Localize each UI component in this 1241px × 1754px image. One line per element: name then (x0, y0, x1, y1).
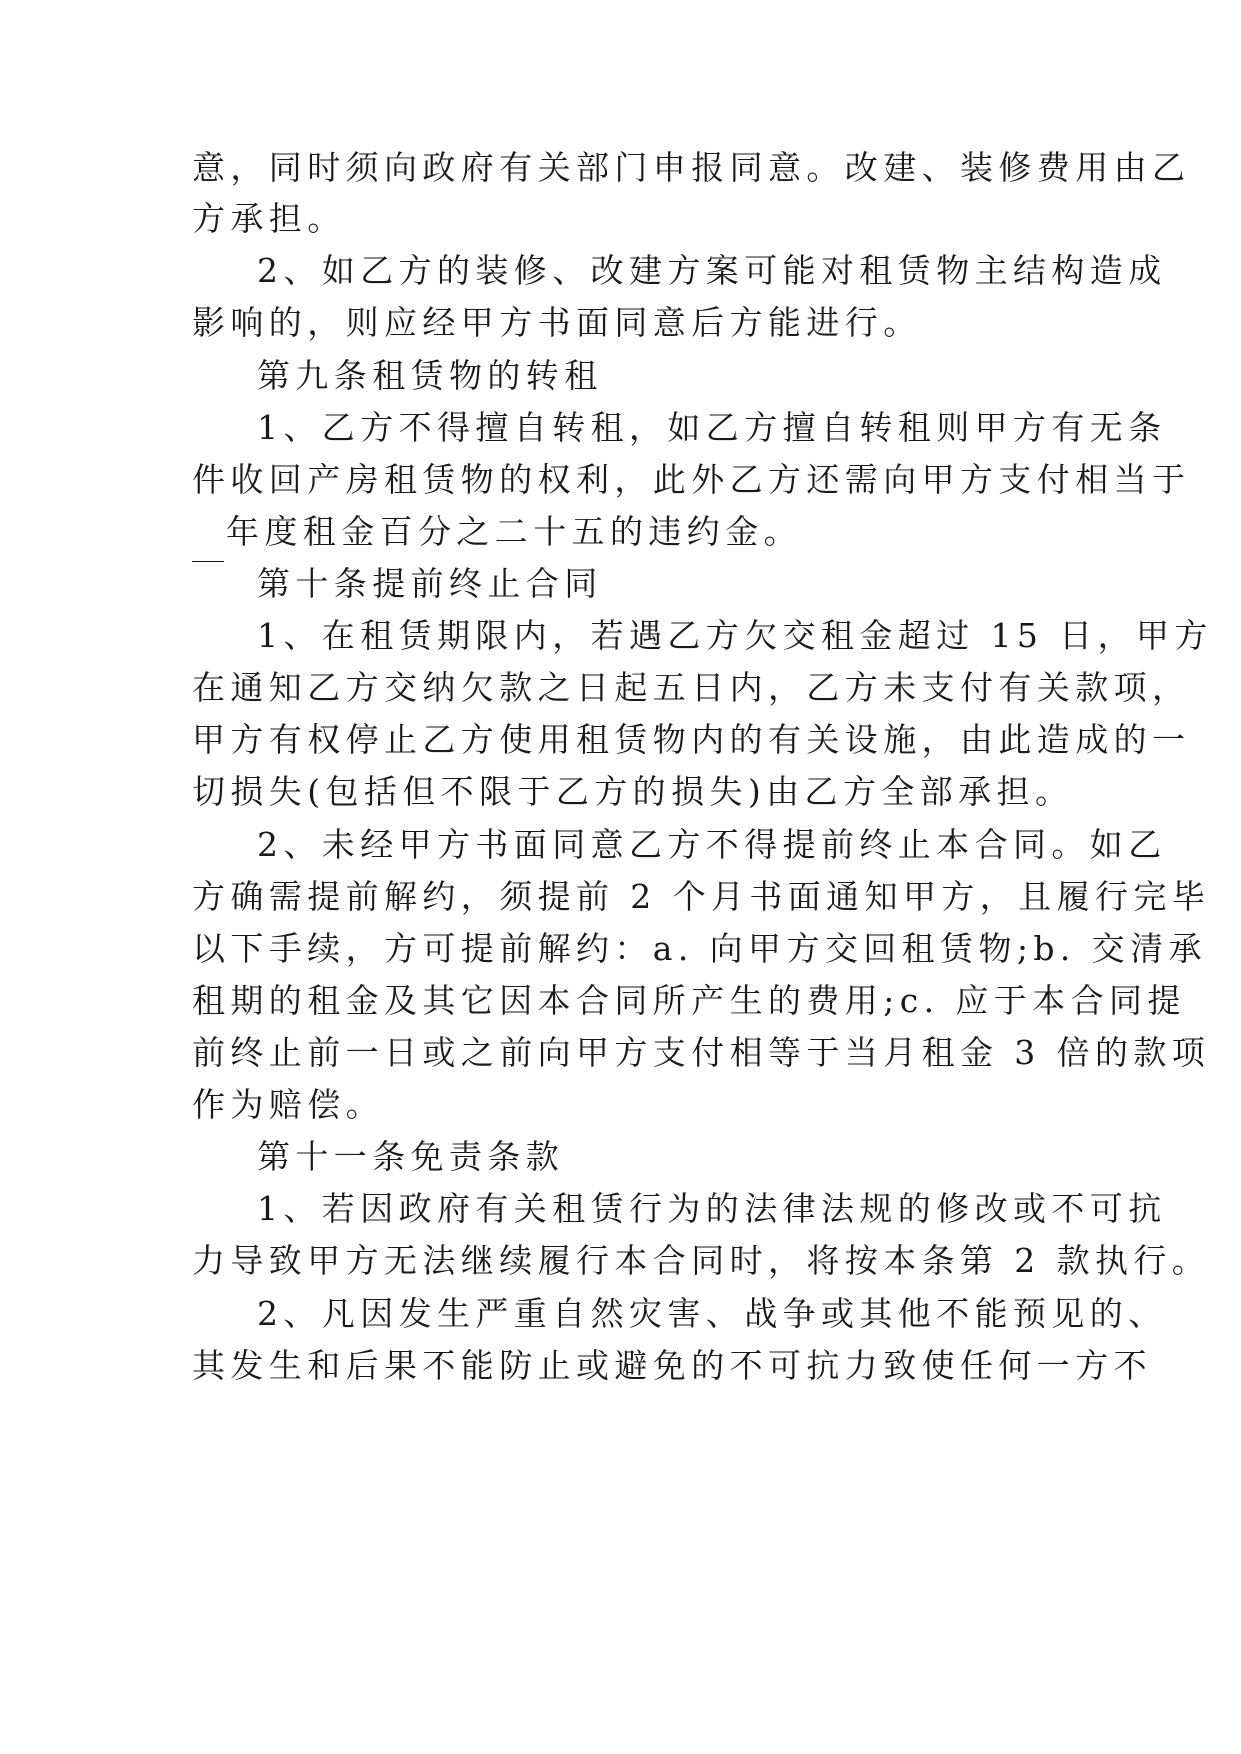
text-line: 方承担。 (192, 199, 346, 238)
text-line: 作为赔偿。 (192, 1085, 384, 1124)
text-line: 影响的，则应经甲方书面同意后方能进行。 (192, 303, 922, 342)
text-line: 以下手续，方可提前解约：a. 向甲方交回租赁物;b. 交清承 (192, 929, 1207, 968)
fill-in-blank (192, 521, 224, 562)
text-line: 方确需提前解约，须提前 2 个月书面通知甲方，且履行完毕 (192, 877, 1211, 916)
text-line: 租期的租金及其它因本合同所产生的费用;c. 应于本合同提 (192, 981, 1186, 1020)
text-line: 力导致甲方无法继续履行本合同时，将按本条第 2 款执行。 (192, 1241, 1211, 1280)
text-line: 意，同时须向政府有关部门申报同意。改建、装修费用由乙 (192, 148, 1191, 187)
section-heading: 第十一条免责条款 (257, 1137, 565, 1176)
section-heading: 第九条租赁物的转租 (257, 356, 603, 395)
text-line: 在通知乙方交纳欠款之日起五日内，乙方未支付有关款项， (192, 668, 1191, 707)
text-line: 1、在租赁期限内，若遇乙方欠交租金超过 15 日，甲方 (257, 616, 1213, 655)
text-line: 前终止前一日或之前向甲方支付相等于当月租金 3 倍的款项 (192, 1033, 1211, 1072)
text-line: 2、未经甲方书面同意乙方不得提前终止本合同。如乙 (257, 825, 1167, 864)
text-line: 1、乙方不得擅自转租，如乙方擅自转租则甲方有无条 (257, 408, 1167, 447)
section-heading: 第十条提前终止合同 (257, 564, 603, 603)
text-line: 其发生和后果不能防止或避免的不可抗力致使任何一方不 (192, 1346, 1152, 1385)
text-line: 件收回产房租赁物的权利，此外乙方还需向甲方支付相当于 (192, 460, 1191, 499)
text-line: 2、凡因发生严重自然灾害、战争或其他不能预见的、 (257, 1294, 1167, 1333)
text-line: 甲方有权停止乙方使用租赁物内的有关设施，由此造成的一 (192, 720, 1191, 759)
text-line: 2、如乙方的装修、改建方案可能对租赁物主结构造成 (257, 251, 1167, 290)
text-line-with-blank (192, 502, 1072, 562)
text-line: 1、若因政府有关租赁行为的法律法规的修改或不可抗 (257, 1189, 1167, 1228)
text-line: 切损失(包括但不限于乙方的损失)由乙方全部承担。 (192, 772, 1074, 811)
text-line: 年度租金百分之二十五的违约金。 (226, 512, 802, 551)
